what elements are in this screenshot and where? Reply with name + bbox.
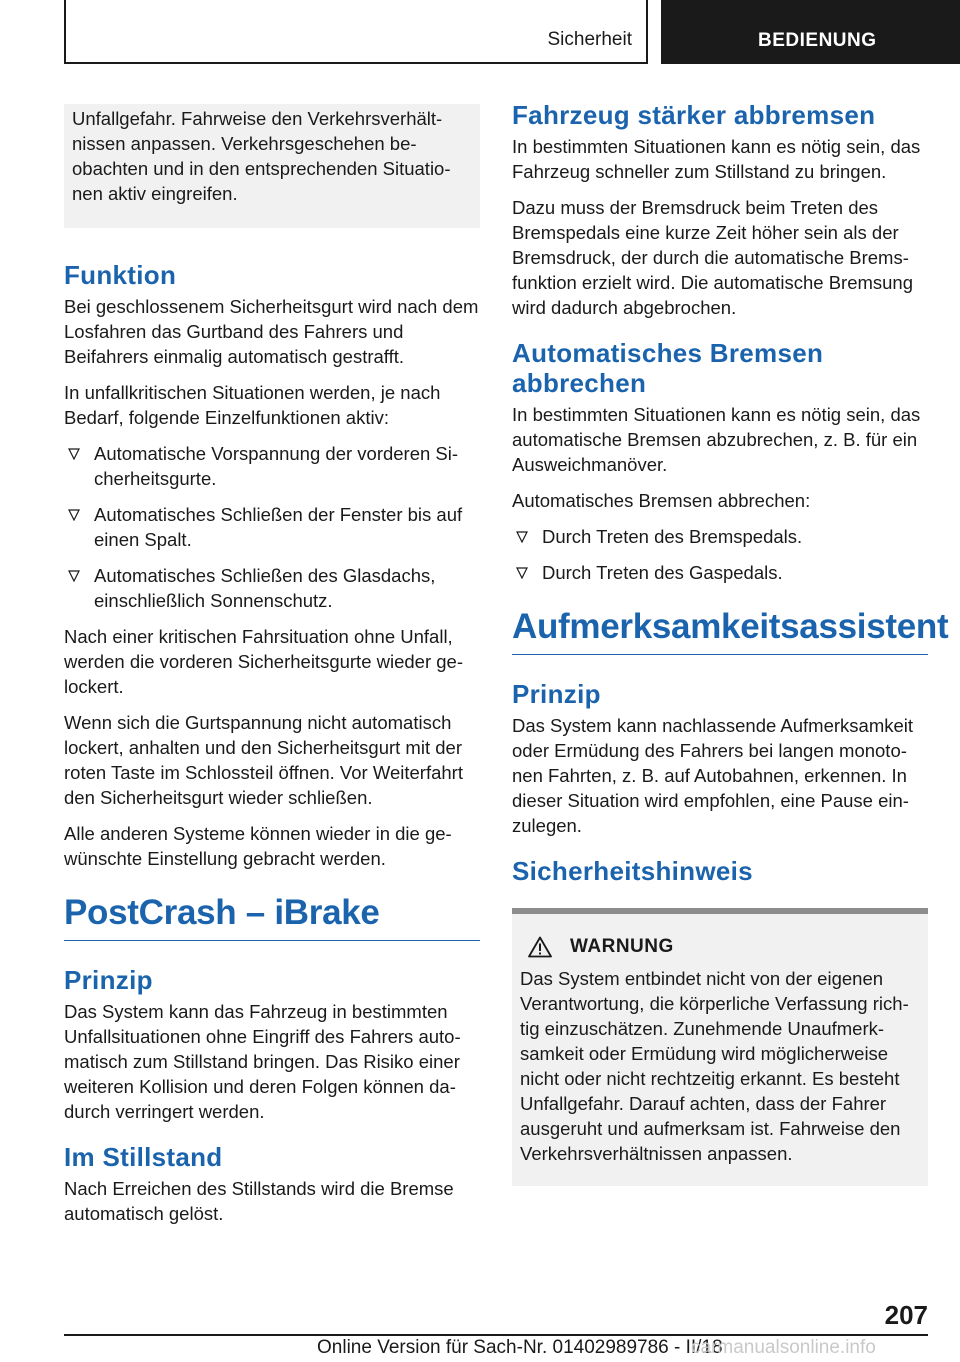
chapter-title-aufmerksamkeitsassistent: Aufmerksamkeitsassistent: [512, 605, 928, 655]
list-item: Automatische Vorspannung der vorderen Sicherheitsgurte.: [64, 441, 480, 491]
paragraph: Bei geschlossenem Sicherheitsgurt wird nach dem Losfahren das Gurtband des Fahrers und Beifahrers einmalig automatisch gestrafft.: [64, 296, 479, 367]
paragraph: Nach einer kritischen Fahrsituation ohne Unfall, werden die vorderen Sicherheitsgurte wieder gelockert.: [64, 626, 464, 697]
heading-fahrzeug-abbremsen: Fahrzeug stärker abbremsen: [512, 100, 876, 130]
header-section-box: [64, 0, 648, 64]
left-column: [64, 104, 480, 1237]
warning-continuation-box: [64, 104, 480, 228]
list-item: Automatisches Schließen der Fenster bis auf einen Spalt.: [64, 502, 480, 552]
paragraph: Nach Erreichen des Stillstands wird die Bremse automatisch gelöst.: [64, 1178, 454, 1224]
footer-divider: [64, 1334, 928, 1336]
warning-header: [520, 936, 920, 958]
right-column: [512, 100, 949, 1186]
paragraph: Alle anderen Systeme können wieder in die gewünschte Einstellung gebracht werden.: [64, 823, 452, 869]
paragraph: In bestimmten Situationen kann es nötig sein, das automatische Bremsen abzubrechen, z. B. für ein Ausweichmanöver.: [512, 404, 921, 475]
paragraph: Automatisches Bremsen abbrechen:: [512, 490, 811, 511]
list-item: Durch Treten des Gaspedals.: [512, 560, 928, 585]
triangle-bullet-icon: [516, 567, 528, 579]
heading-prinzip: Prinzip: [64, 965, 153, 995]
paragraph: Wenn sich die Gurtspannung nicht automatisch lockert, anhalten und den Sicherheitsgurt mit der roten Taste im Schlossteil öffnen. Vor Weiterfahrt den Sicherheitsgurt wieder schließen.: [64, 712, 463, 808]
triangle-bullet-icon: [68, 448, 80, 460]
list-item: Durch Treten des Bremspedals.: [512, 524, 928, 549]
triangle-bullet-icon: [68, 570, 80, 582]
chapter-title-wrap: [512, 605, 949, 655]
footer-online-version: Online Version für Sach-Nr. 01402989786 - II/18: [317, 1337, 723, 1358]
abort-list: [512, 524, 928, 585]
heading-sicherheitshinweis: Sicherheitshinweis: [512, 856, 753, 886]
page-number: 207: [884, 1300, 928, 1330]
paragraph: In unfallkritischen Situationen werden, je nach Bedarf, folgende Einzelfunktionen aktiv:: [64, 382, 441, 428]
triangle-bullet-icon: [68, 509, 80, 521]
heading-prinzip: Prinzip: [512, 679, 601, 709]
paragraph: In bestimmten Situationen kann es nötig sein, das Fahrzeug schneller zum Stillstand zu bringen.: [512, 136, 921, 182]
function-list: [64, 441, 480, 613]
warning-continuation-text: Unfallgefahr. Fahrweise den Verkehrsverhältnissen anpassen. Verkehrsgeschehen beobachten und in den entsprechenden Situationen aktiv eingreifen.: [72, 108, 451, 204]
paragraph: Das System kann das Fahrzeug in bestimmten Unfallsituationen ohne Eingriff des Fahrers automatisch zum Stillstand bringen. Das Risiko einer weiteren Kollision und deren Folgen können dadurch verringert werden.: [64, 1001, 461, 1122]
warning-text: Das System entbindet nicht von der eigenen Verantwortung, die körperliche Verfassung richtig einzuschätzen. Zunehmende Unaufmerksamkeit oder Ermüdung wird möglicherweise nicht oder nicht rechtzeitig erkannt. Es besteht Unfallgefahr. Darauf achten, dass der Fahrer ausgeruht und aufmerksam ist. Fahrweise den Verkehrsverhältnissen anpassen.: [520, 968, 909, 1164]
warning-label: WARNUNG: [570, 936, 674, 957]
paragraph: Das System kann nachlassende Aufmerksamkeit oder Ermüdung des Fahrers bei langen monotonen Fahrten, z. B. auf Autobahnen, erkennen. In dieser Situation wird empfohlen, eine Pause einzulegen.: [512, 715, 914, 836]
watermark: carmanualsonline.info: [691, 1337, 876, 1358]
chapter-title-wrap: [64, 891, 480, 941]
heading-im-stillstand: Im Stillstand: [64, 1142, 223, 1172]
header-chapter-title: BEDIENUNG: [758, 30, 877, 51]
header-section-title: Sicherheit: [547, 29, 632, 50]
paragraph: Dazu muss der Bremsdruck beim Treten des Bremspedals eine kurze Zeit höher sein als der Bremsdruck, der durch die automatische Bremsfunktion erzielt wird. Die automatische Bremsung wird dadurch abgebrochen.: [512, 197, 914, 318]
heading-bremsen-abbrechen: Automatisches Bremsen abbrechen: [512, 338, 824, 398]
warning-box: [512, 908, 928, 1186]
triangle-bullet-icon: [516, 531, 528, 543]
heading-funktion: Funktion: [64, 260, 177, 290]
list-item: Automatisches Schließen des Glasdachs, einschließlich Sonnenschutz.: [64, 563, 480, 613]
header-chapter-tab: [661, 0, 960, 64]
chapter-title-postcrash: PostCrash – iBrake: [64, 891, 480, 941]
warning-triangle-icon: [528, 936, 552, 958]
